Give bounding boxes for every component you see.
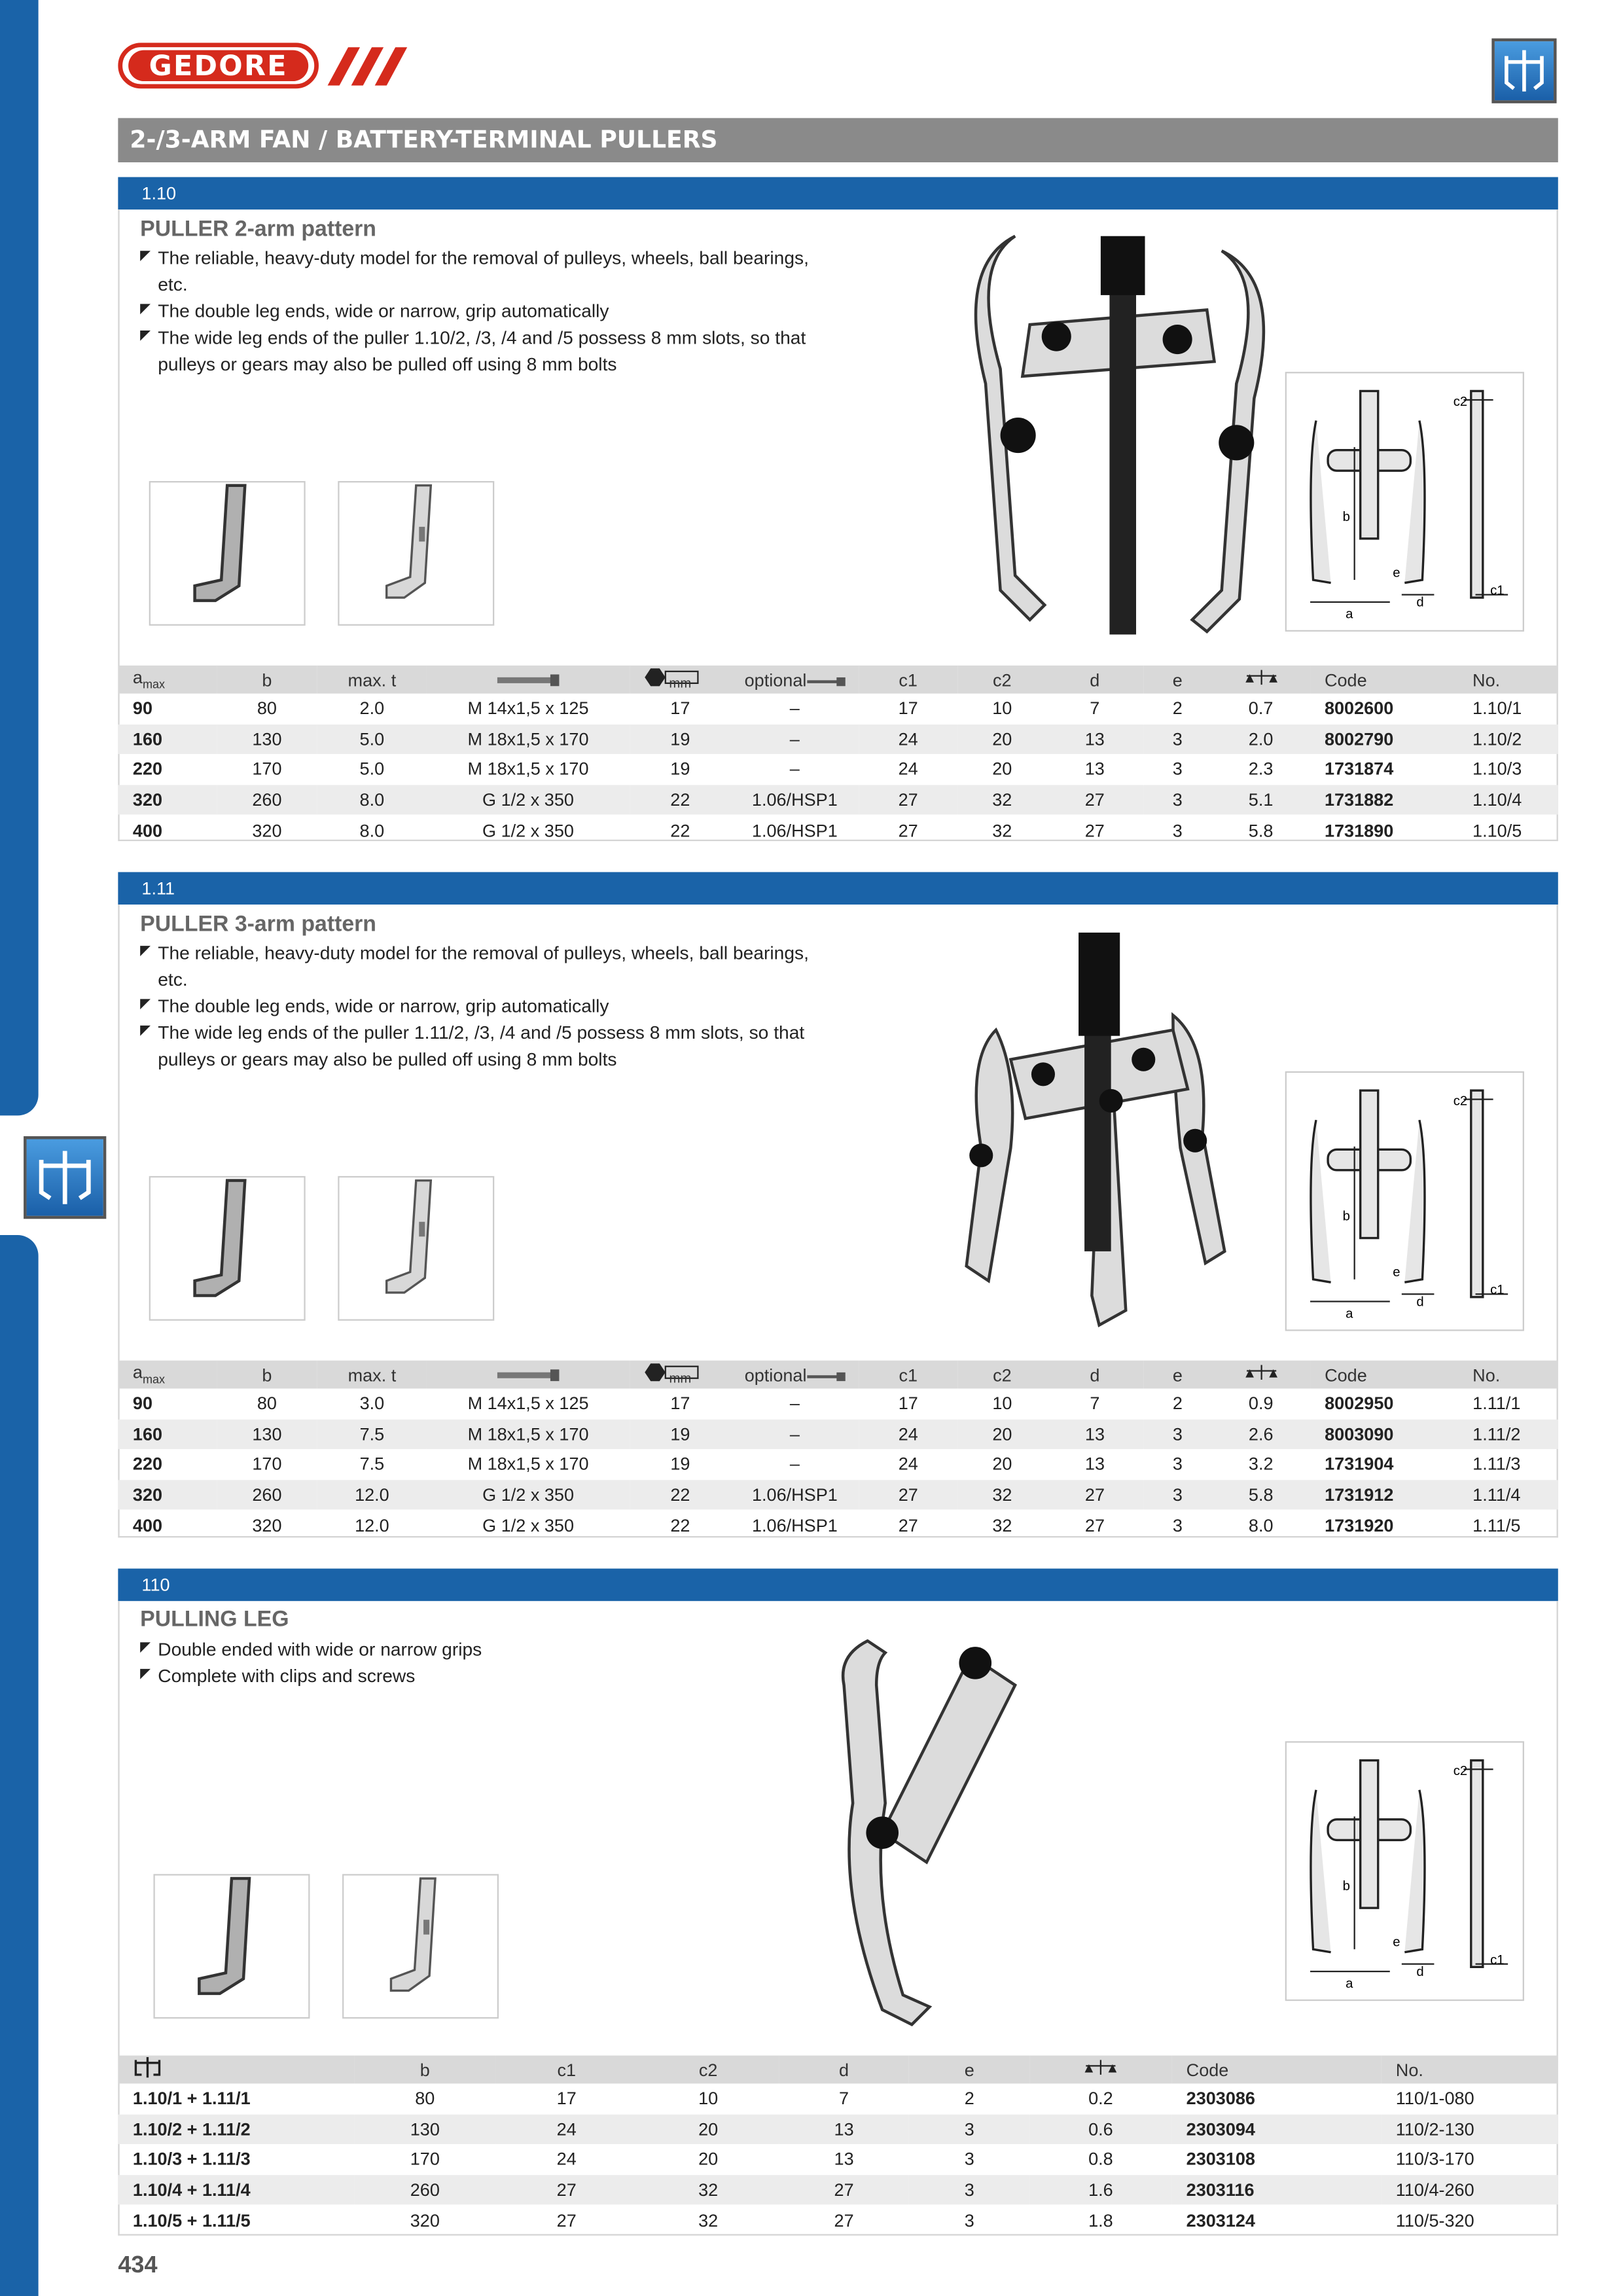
header-d: d [779, 2056, 908, 2084]
pulling-leg-icon [118, 2056, 354, 2084]
brand-name: GEDORE [128, 50, 308, 81]
spec-table [118, 2056, 1558, 2236]
feature-item: The wide leg ends of the puller 1.10/2, /3, /4 and /5 possess 8 mm slots, so that pulleys or gears may also be pulled off using 8 mm bolts [140, 325, 819, 378]
label-b: b [1342, 509, 1350, 524]
feature-item: The wide leg ends of the puller 1.11/2, /3, /4 and /5 possess 8 mm slots, so that pulleys or gears may also be pulled off using 8 mm bolts [140, 1020, 819, 1073]
header-e: e [909, 2056, 1030, 2084]
wide-grip-image [149, 481, 306, 626]
dimension-diagram [1285, 1071, 1524, 1331]
hex-mm-icon: mm [630, 666, 731, 694]
feature-list [140, 1636, 730, 1689]
optional-tool-icon [806, 677, 845, 686]
threaded-spindle-icon [427, 1361, 630, 1389]
left-edge-bottom [0, 1235, 39, 2296]
table-row: 1.10/5 + 1.11/5 320 27 32 27 3 1.8 2303124 110/5-320 [132, 2210, 1474, 2231]
puller-category-icon [1491, 39, 1556, 103]
spec-table [118, 666, 1558, 846]
feature-item: The reliable, heavy-duty model for the removal of pulleys, wheels, ball bearings, etc. [140, 940, 819, 993]
label-b: b [1342, 1209, 1350, 1224]
header-code: Code [1310, 666, 1457, 694]
table-header [118, 666, 1558, 694]
puller-icon [24, 1136, 106, 1219]
header-c1: c1 [859, 666, 958, 694]
label-c2: c2 [1453, 1764, 1468, 1779]
header-max-t: max. t [317, 666, 427, 694]
label-d: d [1416, 595, 1424, 610]
three-arm-puller-image [952, 927, 1232, 1333]
feature-item: The double leg ends, wide or narrow, grip automatically [140, 993, 819, 1020]
page-number: 434 [118, 2253, 158, 2279]
optional-tool-icon [806, 1372, 845, 1381]
table-row: 160 130 5.0 M 18x1,5 x 170 19 – 24 20 13 3 2.0 8002790 1.10/2 [118, 724, 1558, 754]
spec-table [118, 1361, 1558, 1541]
header-c2: c2 [958, 666, 1046, 694]
section-number: 110 [118, 1569, 1558, 1602]
header-b: b [217, 666, 317, 694]
narrow-grip-image [338, 1176, 494, 1321]
header-e: e [1143, 666, 1212, 694]
header-c2: c2 [637, 2056, 779, 2084]
left-edge-top [0, 0, 39, 1115]
label-c2: c2 [1453, 1094, 1468, 1109]
table-row: 320 260 12.0 G 1/2 x 350 22 1.06/HSP1 27 32 27 3 5.8 1731912 1.11/4 [118, 1480, 1558, 1510]
table-row: 220 170 5.0 M 18x1,5 x 170 19 – 24 20 13 3 2.3 1731874 1.10/3 [132, 759, 1522, 780]
header-no: No. [1458, 1361, 1558, 1389]
table-row: 1.10/4 + 1.11/4 260 27 32 27 3 1.6 2303116 110/4-260 [118, 2175, 1558, 2205]
label-a: a [1346, 607, 1353, 622]
header-code: Code [1310, 1361, 1458, 1389]
table-row: 90 80 2.0 M 14x1,5 x 125 17 – 17 10 7 2 0.7 8002600 1.10/1 [132, 698, 1522, 719]
header-max-t: max. t [317, 1361, 427, 1389]
label-e: e [1393, 565, 1400, 581]
header-amax: $a_{max}$ [118, 1361, 217, 1389]
header-no: No. [1457, 666, 1558, 694]
label-a: a [1346, 1306, 1353, 1321]
wide-grip-image [149, 1176, 306, 1321]
label-d: d [1416, 1964, 1424, 1979]
header-amax: $a_{max}$ [118, 666, 217, 694]
kg-scale-icon [1212, 1361, 1310, 1389]
table-row: 400 320 8.0 G 1/2 x 350 22 1.06/HSP1 27 32 27 3 5.8 1731890 1.10/5 [132, 819, 1522, 841]
section-title: PULLER 2-arm pattern [140, 217, 376, 242]
label-b: b [1342, 1879, 1350, 1894]
label-d: d [1416, 1295, 1424, 1310]
feature-list [140, 940, 819, 1073]
dimension-diagram [1285, 1741, 1524, 2001]
gedore-logo [118, 43, 319, 88]
page-title: 2-/3-ARM FAN / BATTERY-TERMINAL PULLERS [118, 118, 1558, 162]
pulling-leg-image [808, 1626, 1044, 2039]
table-header [118, 2056, 1558, 2084]
narrow-grip-image [342, 1874, 499, 2018]
table-header [118, 1361, 1558, 1389]
table-row: 320 260 8.0 G 1/2 x 350 22 1.06/HSP1 27 32 27 3 5.1 1731882 1.10/4 [118, 785, 1558, 815]
label-e: e [1393, 1935, 1400, 1950]
label-c1: c1 [1490, 1952, 1505, 1967]
table-row: 160 130 7.5 M 18x1,5 x 170 19 – 24 20 13 3 2.6 8003090 1.11/2 [118, 1419, 1558, 1449]
feature-item: Double ended with wide or narrow grips [140, 1636, 730, 1663]
header-c1: c1 [859, 1361, 958, 1389]
two-arm-puller-image [956, 221, 1281, 649]
label-c1: c1 [1490, 583, 1505, 598]
header-d: d [1046, 666, 1143, 694]
section-title: PULLING LEG [140, 1607, 289, 1632]
header-e: e [1143, 1361, 1212, 1389]
header-d: d [1046, 1361, 1143, 1389]
dimension-diagram [1285, 372, 1524, 632]
kg-scale-icon [1212, 666, 1310, 694]
table-row: 400 320 12.0 G 1/2 x 350 22 1.06/HSP1 27 32 27 3 8.0 1731920 1.11/5 [132, 1515, 1521, 1536]
header-code: Code [1171, 2056, 1381, 2084]
hex-mm-icon: mm [630, 1361, 731, 1389]
table-row: 1.10/3 + 1.11/3 170 24 20 13 3 0.8 2303108 110/3-170 [132, 2149, 1474, 2170]
header-c2: c2 [958, 1361, 1046, 1389]
wide-grip-image [153, 1874, 310, 2018]
label-c2: c2 [1453, 394, 1468, 409]
table-row: 90 80 3.0 M 14x1,5 x 125 17 – 17 10 7 2 0.9 8002950 1.11/1 [132, 1393, 1521, 1414]
section-number: 1.11 [118, 872, 1558, 905]
header-optional: optional [731, 666, 859, 694]
section-title: PULLER 3-arm pattern [140, 912, 376, 937]
header-b: b [354, 2056, 495, 2084]
header-c1: c1 [496, 2056, 637, 2084]
logo-stripes [328, 47, 410, 86]
table-row: 1.10/2 + 1.11/2 130 24 20 13 3 0.6 2303094 110/2-130 [118, 2114, 1558, 2144]
section-number: 1.10 [118, 177, 1558, 210]
table-row: 220 170 7.5 M 18x1,5 x 170 19 – 24 20 13 3 3.2 1731904 1.11/3 [132, 1454, 1521, 1475]
label-a: a [1346, 1976, 1353, 1991]
feature-item: The double leg ends, wide or narrow, grip automatically [140, 298, 819, 325]
feature-list [140, 245, 819, 378]
feature-item: The reliable, heavy-duty model for the removal of pulleys, wheels, ball bearings, etc. [140, 245, 819, 298]
threaded-spindle-icon [427, 666, 630, 694]
header-optional: optional [731, 1361, 859, 1389]
feature-item: Complete with clips and screws [140, 1663, 730, 1690]
narrow-grip-image [338, 481, 494, 626]
label-e: e [1393, 1265, 1400, 1280]
table-row: 1.10/1 + 1.11/1 80 17 10 7 2 0.2 2303086 110/1-080 [132, 2088, 1474, 2109]
label-c1: c1 [1490, 1283, 1505, 1298]
kg-scale-icon [1030, 2056, 1171, 2084]
header-b: b [217, 1361, 317, 1389]
header-no: No. [1381, 2056, 1558, 2084]
